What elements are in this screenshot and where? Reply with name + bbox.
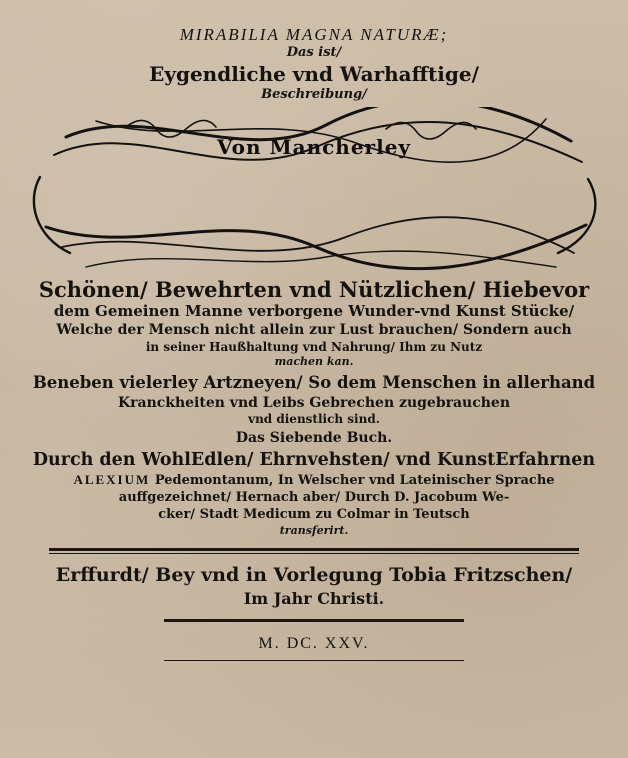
imprint-line-2: Im Jahr Christi.	[243, 589, 385, 608]
divider-rule-bottom	[164, 660, 464, 661]
eygendliche-line: Eygendliche vnd Warhafftige/	[149, 62, 479, 86]
publication-date: M. DC. XXV.	[258, 635, 370, 652]
translator-line-1: auffgezeichnet/ Hernach aber/ Durch D. Jacobum We-	[118, 490, 510, 505]
translator-line-2: cker/ Stadt Medicum zu Colmar in Teutsch	[158, 507, 470, 522]
divider-rule-short	[164, 619, 464, 622]
beschreibung-line: Beschreibung/	[261, 87, 367, 102]
subtitle-line-4: in seiner Haußhaltung vnd Nahrung/ Ihm zu Nutz	[145, 340, 483, 354]
divider-rule	[49, 548, 579, 551]
subtitle-line-5: machen kan.	[274, 355, 354, 368]
das-ist-line: Das ist/	[286, 45, 342, 60]
author-line-1: Durch den WohlEdlen/ Ehrnvehsten/ vnd KunstErfahrnen	[32, 449, 596, 470]
remedies-line-2: Kranckheiten vnd Leibs Gebrechen zugebrauchen	[117, 394, 511, 411]
main-title: Von Mancherley	[216, 135, 412, 159]
decorative-title-block	[26, 107, 602, 273]
imprint-line-1: Erffurdt/ Bey vnd in Vorlegung Tobia Fritzschen/	[55, 564, 573, 586]
latin-title-line: MIRABILIA MAGNA NATURÆ;	[179, 25, 449, 44]
author-line-2-rest: Pedemontanum, In Welscher vnd Lateinischer Sprache	[154, 473, 555, 488]
remedies-line-3: vnd dienstlich sind.	[248, 411, 380, 426]
calligraphic-flourish-icon	[26, 107, 602, 273]
subtitle-line-1: Schönen/ Bewehrten vnd Nützlichen/ Hiebevor	[38, 277, 590, 302]
divider-rule-thin	[49, 553, 579, 554]
book-number-line: Das Siebende Buch.	[235, 429, 393, 446]
translator-line-3: transferirt.	[279, 524, 349, 537]
remedies-line-1: Beneben vielerley Artzneyen/ So dem Menschen in allerhand	[32, 373, 596, 392]
author-name: ALEXIUM	[73, 472, 151, 487]
author-line-2	[26, 473, 602, 487]
subtitle-line-3: Welche der Mensch nicht allein zur Lust brauchen/ Sondern auch	[56, 322, 572, 338]
subtitle-line-2: dem Gemeinen Manne verborgene Wunder-vnd Kunst Stücke/	[53, 302, 575, 320]
